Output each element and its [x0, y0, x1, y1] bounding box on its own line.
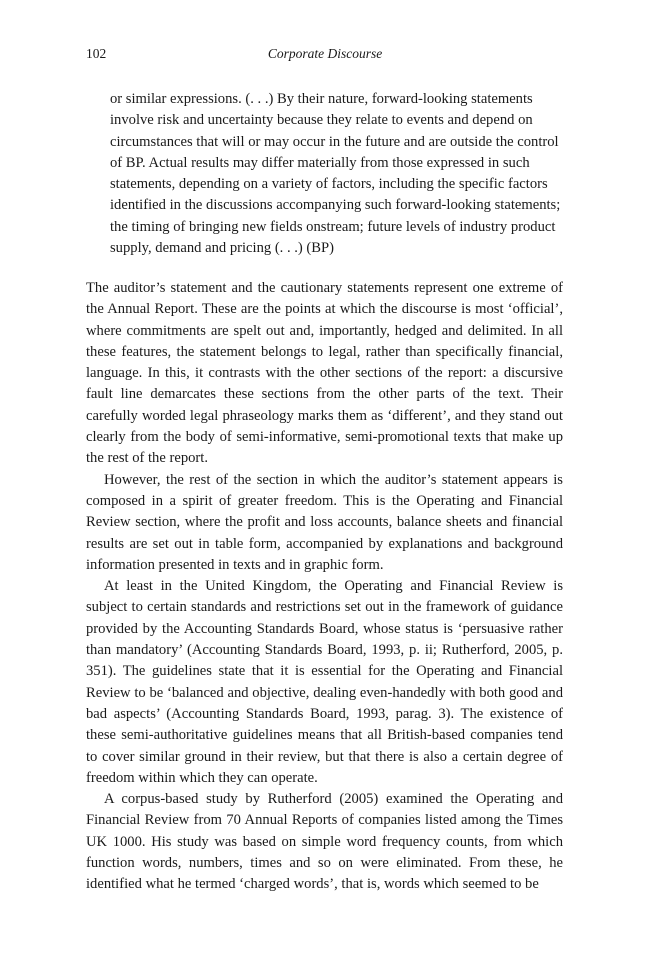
- paragraph: The auditor’s statement and the cautionary statements represent one extreme of the Annual Report. These are the points at which the discourse is most ‘official’, where commitments are spelt out and, importantly, hedged and delimited. In all these features, the statement belongs to legal, rather than specifically financial, language. In this, it contrasts with the other sections of the report: a discursive fault line demarcates these sections from the other parts of the text. Their carefully worded legal phraseology marks them as ‘different’, and they stand out clearly from the body of semi-informative, semi-promotional texts that make up the rest of the report.: [86, 280, 563, 467]
- running-title: Corporate Discourse: [267, 46, 383, 61]
- body-text: [86, 278, 563, 896]
- paragraph: At least in the United Kingdom, the Operating and Financial Review is subject to certain standards and restrictions set out in the framework of guidance provided by the Accounting Standards Board, whose status is ‘persuasive rather than mandatory’ (Accounting Standards Board, 1993, p. ii; Rutherford, 2005, p. 351). The guidelines state that it is essential for the Operating and Financial Review to be ‘balanced and objective, dealing even-handedly with both good and bad aspects’ (Accounting Standards Board, 1993, parag. 3). The existence of these semi-authoritative guidelines means that all British-based companies tend to cover similar ground in their review, but that there is also a certain degree of freedom within which they can operate.: [86, 578, 563, 786]
- paragraph: A corpus-based study by Rutherford (2005) examined the Operating and Financial Review from 70 Annual Reports of companies listed among the Times UK 1000. His study was based on simple word frequency counts, from which function words, numbers, times and so on were eliminated. From these, he identified what he termed ‘charged words’, that is, words which seemed to be: [86, 791, 563, 893]
- running-head: [86, 46, 564, 66]
- page-number: 102: [86, 46, 107, 61]
- paragraph: However, the rest of the section in which the auditor’s statement appears is composed in a spirit of greater freedom. This is the Operating and Financial Review section, where the profit and loss accounts, balance sheets and financial results are set out in table form, accompanied by explanations and background information presented in texts and in graphic form.: [86, 471, 563, 573]
- block-quote: or similar expressions. (. . .) By their nature, forward-looking statements involve risk and uncertainty because they relate to events and depend on circumstances that will or may occur in the future and are outside the control of BP. Actual results may differ materially from those expressed in such statements, depending on a variety of factors, including the specific factors identified in the discussions accompanying such forward-looking statements; the timing of bringing new fields onstream; future levels of industry product supply, demand and pricing (. . .) (BP): [110, 91, 561, 257]
